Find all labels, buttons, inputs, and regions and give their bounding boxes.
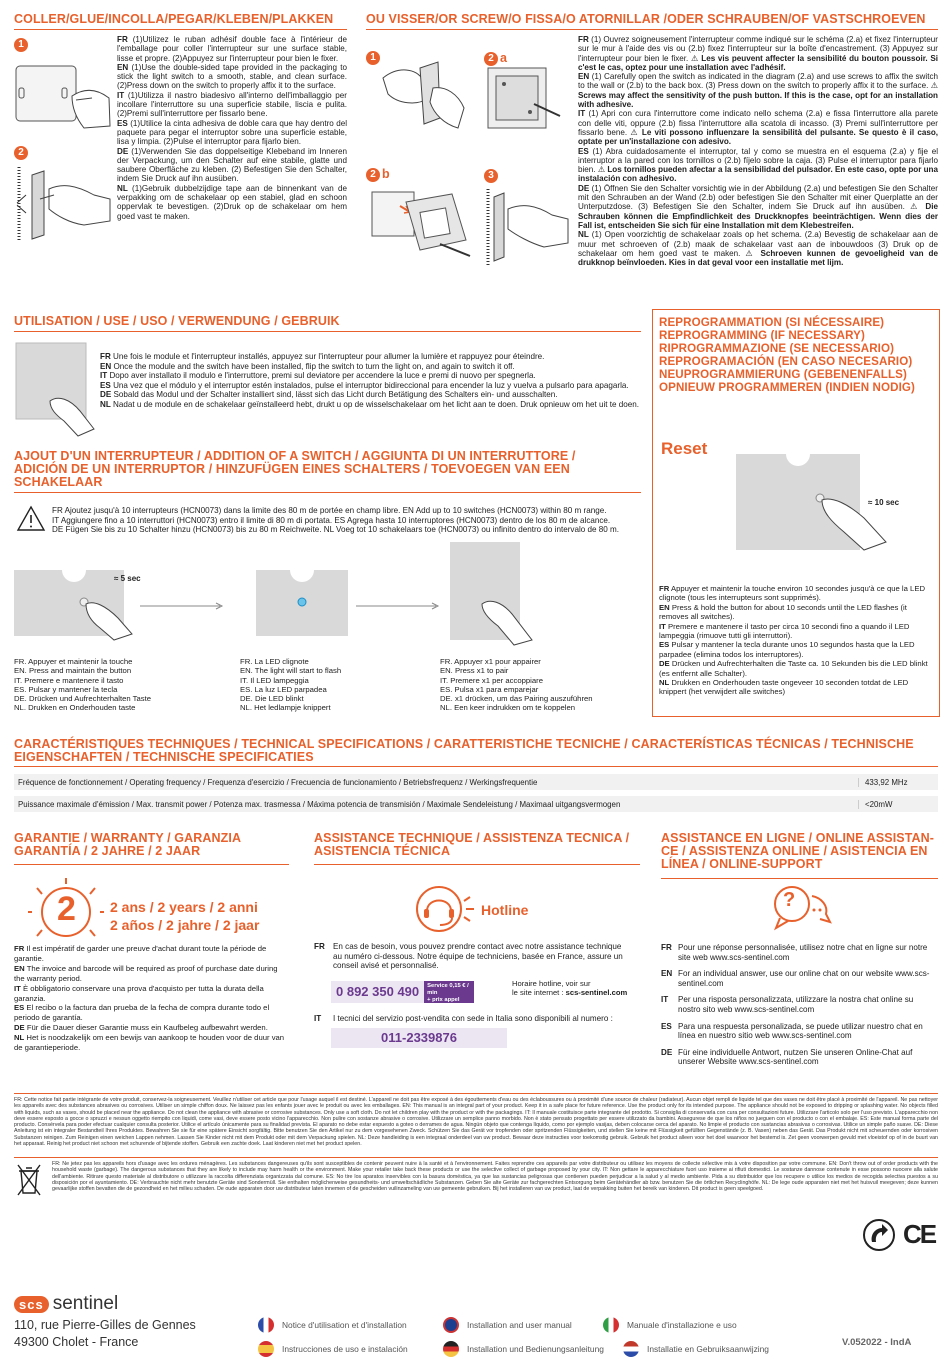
brand-logo-mark: scs (14, 1296, 49, 1313)
add-col1 (14, 657, 214, 713)
add-warning (52, 506, 642, 535)
specs-row (14, 774, 938, 790)
reprog-title-line: REPROGRAMMATION (SI NÉCESSAIRE) (659, 316, 885, 329)
add-col3-line: DE. x1 drücken, um das Pairing auszuführen (440, 694, 593, 704)
add-col1-line: EN. Press and maintain the button (14, 666, 132, 676)
triman-icon (862, 1218, 896, 1252)
arrow-right-icon (356, 602, 440, 610)
divider (14, 29, 347, 30)
assist-it-text: I tecnici del servizio post-vendita con sede in Italia sono disponibili al numero : (333, 1014, 613, 1023)
flag-fr-icon (258, 1317, 274, 1333)
warranty-text-it: È obbligatorio conservare una prova d'acquisto per tutta la durata della garanzia. (14, 983, 264, 1003)
hotline-hours-line: Horaire hotline, voir sur (512, 979, 591, 988)
specs-row (14, 796, 938, 812)
screw-step1-illustration (378, 58, 468, 133)
add-step2-illustration (256, 566, 348, 641)
online-title-line: LÍNEA / ONLINE-SUPPORT (661, 857, 823, 871)
warranty-text-de: Für die Dauer dieser Garantie muss ein Kaufbeleg aufbewahrt werden. (26, 1023, 268, 1033)
warranty-title-line: GARANTÍA / 2 JAHRE / 2 JAAR (14, 844, 201, 858)
divider (661, 878, 938, 879)
assist-title-line: ASSISTANCE TECHNIQUE / ASSISTENZA TECNICA / (314, 831, 630, 845)
service-rate (424, 981, 474, 1003)
hotline-label: Hotline (481, 902, 529, 918)
specs-table (14, 774, 938, 812)
warranty-text-en: The invoice and barcode will be required as proof of purchase date during the warranty period. (14, 963, 278, 983)
phone-number[interactable]: 0 892 350 490 (331, 981, 424, 1003)
add-warning-line: DE Fügen Sie bis zu 10 Schalter hinzu (HCN0073) bis zu 80 m Reichweite. NL Voeg tot 10 schakelaars toe (HCN0073) ou infinito dentro do intervalo de 80 m. (52, 525, 620, 534)
service-rate-line: Service 0,15 € / min (427, 983, 469, 996)
weee-bin-icon (16, 1163, 42, 1197)
specs-label: Fréquence de fonctionnement / Operating frequency / Frequenza d'esercizio / Frecuencia de funcionamiento / Betriebsfrequenz / Werkingsfrequentie (18, 777, 538, 787)
legal-notice: FR: Cette notice fait partie intégrante de votre produit, conservez-la soigneusement. Veuillez n'utiliser cet article que pour l'usage auquel il est destiné. L'appareil ne doit pas être exposé à des égouttements d'eau ou des éclaboussures ou à proximité d'une source de chaleur (radiateur). Aucun objet rempli de liquide tel que des vases ne doit être placé à proximité de l'appareil. Ne pas nettoyer les appareils avec des substances abrasives ou corrosives. Utiliser un simple chiffon doux. Ne laissez pas les enfants jouer avec le produit ou avec les emballages. EN: This manual is an integral part of your product. Keep it in a safe place for future reference. Use the product only for its intended purpose. The appliance should not be exposed to dripping or splashing water. No objects filled with liquids, such as vases, should be placed near the appliance. Do not clean the appliance with abrasive or corrosive substances. Only use a soft cloth. Do not let children play with the product or with the packagings. IT: Il manuale costituisce parte integrante del prodotto. Si consiglia di conservarla con cura per consultazioni future. Utilizzare l'articolo solo per l'uso previsto. L'apparecchio non deve essere esposto a gocce o spruzzi e nessun oggetto riempito con liquidi, come vasi, deve essere posto vicino l'apparecchio. Non pulire con sostanze abrasive o corrosive. Utilizzare un semplice panno morbido. Non è stato pensato progettato per essere utilizzato da bambini. Assegurese de que los niños no jueguen con el producto o con el embalaje. ES: Este manual forma parte del producto. Consérvela para poder efectuar cualquier consulta posterior. Utilice el artículo únicamente para su finalidad prevista. El aparato no debe estar expuesto a goteo o derrames de agua. Ningún objeto que contenga líquido, como por ejemplo vasijas, deben colocarse cerca del aparato. No limpie el producto con sustancias abrasivas o corrosivas. Utilice un simple paño suave. DE: Diese Anleitung ist ein integraler Bestandteil Ihres Produktes. Bewahren Sie sie für eine spätere Einsicht sorgfältig. Bitte benutzen Sie den Artikel nur zu dem vorgesehenen Zweck. Schützen Sie das Gerät vor tropfenden oder spritzenden Flüssigkeiten, und stellen Sie keine mit Flüssigkeit gefüllten Gegenstände (z. B. Vasen) neben das Gerät. Das Produkt nicht mit scheuernden oder korrosiven Substanzen reinigen. Zum Reinigen einen weichen Lappen nehmen. Lassen Sie Kinder nicht mit dem Produkt oder mit dem Verpackung spielen. NL: Deze handleiding is een integraal onderdeel van uw product. Bewaar deze instructies voor toekomstig gebruik. Gebruik het product alleen voor het doel waarvoor het bestemd is. Zet geen voorwerpen gevuld met vloeistof op of in de buurt van het apparaat. Reinig het product niet schoon met schurende of bijtende stoffen. Gebruik een zachte doek. Laat kinderen niet met het product spelen. (14, 1097, 938, 1148)
screw-text: FR (1) Ouvrez soigneusement l'interrupteur comme indiqué sur le schéma (2.a) et fixez l'interrupteur sur le mur à l'aide des vis ou (2.b) fixez l'interrupteur sur la boîte d'encastrement. (3) Appuyez sur l'interrupteur pour bien le fixer. ⚠ Les vis peuvent affecter la sensibilité du bouton poussoir. Si c'est le cas, optez pour une installation avec l'adhésif. EN (1) Carefully open the switch as indicated in the diagram (2.a) and use screws to affix the switch to the wall or (2.b) to the back box. (3) Press down on the switch to properly affix it to the surface. ⚠ Screws may affect the sensitivity of the push button. If this is the case, opt for an installation with adhesive. IT (1) Apri con cura l'interruttore come indicato nello schema (2.a) e fissa l'interruttore alla parete con delle viti, oppure (2.b) fissa l'interruttore alla scatola di incasso. (3) Premi sull'interruttore per fissarlo bene. ⚠ Le viti possono influenzare la sensibilità del pulsante. Se questo è il caso, optate per un'installazione con adesivo. ES (1) Abra cuidadosamente el interruptor, tal y como se muestra en el esquema (2.a) y fije el interruptor a la pared con los tornillos o (2.b) fíjelo sobre la caja. (3) Pulse el interruptor para fijarlo bien. ⚠ Los tornillos pueden afectar a la sensibilidad del pulsador. En este caso, opte por una instalación con adhesivo. DE (1) Öffnen Sie den Schalter vorsichtig wie in der Abbildung (2.a) und befestigen Sie den Schalter mit den Schrauben an der Wand (2.b) oder befestigen Sie den Schalter mit einer Querplatte an der Unterputzdose. (3) Befestigen Sie den Schalter, indem Sie Druck auf ihn ausüben. ⚠ Die Schrauben können die Empfindlichkeit des Druckknopfes beeinträchtigen. Wenn dies der Fall ist, entscheiden Sie sich für eine Installation mit dem Klebestreifen. NL (1) Open voorzichtig de schakelaar zoals op het schema. (2.a) Bevestig de schakelaar aan de muur met schroeven of (2.b) maak de schakelaar vast aan de inbouwdoos (3) Druk op de schakelaar om hem goed vast te maken. ⚠ Schroeven kunnen de gevoeligheid van de drukknop beïnvloeden. Kies in dat geval voor een installatie met lijm. (578, 35, 939, 268)
screw-text-it: (1) Apri con cura l'interruttore come indicato nello schema (2.a) e fissa l'interruttore alla parete con delle viti, oppure (2.b) fissa l'interruttore alla scatola di incasso. (3) Premi sull'interruttore per fissarlo bene. (578, 109, 938, 137)
add-title: AJOUT D'UN INTERRUPTEUR / ADDITION OF A SWITCH / AGGIUNTA DI UN INTERRUTTORE / ADICIÓN DE UN INTERRUPTOR / HINZUFÜGEN EINES SCHALTERS / TOEVOEGEN VAN EEN SCHAKELAAR (14, 449, 576, 489)
add-col2-line: ES. La luz LED parpadea (240, 684, 327, 694)
add-col1-line: IT. Premere e mantenere il tasto (14, 675, 124, 685)
lang-label: Instrucciones de uso e instalación (282, 1344, 408, 1354)
screw-text-es: (1) Abra cuidadosamente el interruptor, tal y como se muestra en el esquema (2.a) y fije el interruptor a la pared con los tornillos o (2.b) fíjelo sobre la caja. (3) Pulse el interruptor para fijarlo bien. (578, 146, 938, 175)
divider (314, 864, 640, 865)
screw-step2a-illustration (484, 64, 564, 132)
lang-item-es[interactable] (258, 1341, 443, 1357)
assist-fr (314, 942, 640, 971)
reprog-text-en: Press & hold the button for about 10 seconds until the LED flashes (it removes all switches). (659, 602, 907, 622)
address-line: 49300 Cholet - France (14, 1335, 139, 1349)
add-col3-line: NL. Een keer indrukken om te koppelen (440, 703, 576, 713)
online-text-de: Für eine individuelle Antwort, nutzen Sie unseren Online-Chat auf unserer Website www.scs-sentinel.com (678, 1047, 913, 1067)
assist-title-line: ASISTENCIA TÉCNICA (314, 844, 451, 858)
recycling-notice: FR: Ne jetez pas les appareils hors d'usage avec les ordures ménagères. Les substances dangereuses qu'ils sont susceptibles de contenir peuvent nuire à la santé et à l'environnement. Faites reprendre ces appareils par votre distributeur ou utilisez les moyens de collecte sélective mis à votre disposition par votre commune. EN: Don't throw out of order products with the household waste (garbage). The dangerous substances that they are likely to include may harm health or the environment. Make your retailer take back these products or use the selective collect of garbage proposed by your city. IT: Non gettare le apparecchiature fuori uso insieme ai rifiuti domestici. Le sostanze dannose contenute in esse possono nuocere alla salute dell'ambiente. Ritirare questo materiale al distributore o utilizzare la raccolta differenziata organizzata dal comune. ES: No tire los aparatos inservibles con la basura doméstica, ya que las sustancias peligrosas que contienen pueden perjudicar a la salud y al medio ambiente. Pida a su distribuidor que los recupere o utilice los medios de recogida selectiva puestos a su disposición por el ayuntamiento. DE: Verbrauchte nicht mehr benutzte Geräte sind Sondermüll. Sie enthalten möglicherweise gesundheits- und umweltschädliche Substanzen. Geben Sie alte Geräte zur fachgerechten Entsorgung beim Gerätehändler ab bzw. benutzen Sie die örtlichen Recyclinghöfe. NL: De lege oude apparaten niet met het huisvuil meegeven; deze kunnen gevaarlijke stoffen bevatten die de gezondheid en het milieu schaden. De oude apparaten door uw distributeur laten innemen of de gescheiden vuilinzameling van uw gemeente gebruiken. Bij het installeren van uw product, laat de verpakking buiten het bereik van kinderen. Dit product is geen speelgoed. (52, 1161, 938, 1193)
flag-de-icon (443, 1341, 459, 1357)
brand-name: sentinel (52, 1293, 119, 1314)
add-col1-line: ES. Pulsar y mantener la tecla (14, 684, 118, 694)
specs-title-line: EIGENSCHAFTEN / TECHNISCHE SPECIFICATIES (14, 750, 314, 764)
screw-step2a-badge: 2 a (484, 50, 507, 68)
divider (14, 1157, 938, 1158)
glue-text: FR (1)Utilizez le ruban adhésif double face à l'intérieur de l'emballage pour coller l'interrupteur sur une surface stable, lisse et propre. (2)Appuyez sur l'interrupteur pour bien le fixer. EN (1)Use the double-sided tape provided in the packaging to stick the light switch to a smooth, stable, and clean surface. (2)Press down on the switch to properly affix it to the surface. IT (1)Utilizza il nastro biadesivo all'interno dell'imballaggio per incollare l'interruttore su una superficie stabile, liscia e pulita. (2)Premi sull'interruttore per fissarlo bene. ES (1)Utilice la cinta adhesiva de doble cara que hay dentro del paquete para pegar el interruptor sobre una superficie estable, lisa y limpia. (2)Pulse el interruptor para fijarlo bien. DE (1)Verwenden Sie das doppelseitige Klebeband im Inneren der Verpackung, um den Schalter auf eine stabile, glatte und saubere Oberfläche zu kleben. (2) Befestigen Sie den Schalter, indem Sie Druck auf ihn ausüben. NL (1)Gebruik dubbelzijdige tape aan de binnenkant van de verpakking om de schakelaar op een stabiel, glad en schoon oppervlak te bevestigen. (2)Druk op de schakelaar om hem goed vast te maken. (117, 35, 348, 221)
phone-block (331, 981, 474, 1003)
service-rate-line: + prix appel (427, 997, 460, 1003)
screw-warning-it: ⚠ Le viti possono influenzare la sensibilità del pulsante. Se questo è il caso, optate per un'installazione con adesivo. (578, 127, 939, 147)
screw-step2b-illustration (370, 184, 482, 264)
use-text-it: Dopo aver installato il modulo e l'interruttore, premi sul deviatore per accendere la luce e premi di nuovo per spegnerla. (109, 371, 536, 381)
add-col1-line: FR. Appuyer et maintenir la touche (14, 657, 133, 666)
screw-step3-illustration (484, 185, 574, 267)
specs-label: Puissance maximale d'émission / Max. transmit power / Potenza max. trasmessa / Máxima potencia de transmisión / Maximale Sendeleistung / Maximaal uitgangsvermogen (18, 799, 621, 809)
screw-warning-nl: ⚠ Schroeven kunnen de gevoeligheid van de drukknop beïnvloeden. Kies in dat geval voor een installatie met lijm. (578, 248, 939, 268)
add-step3-illustration (448, 540, 538, 646)
lang-label: Notice d'utilisation et d'installation (282, 1320, 407, 1330)
chat-bubble-icon (770, 884, 832, 932)
language-list (258, 1315, 838, 1359)
screw-text-en: (1) Carefully open the switch as indicated in the diagram (2.a) and use screws to affix the switch to the wall or (2.b) to the back box. (3) Press down on the switch to properly affix it to the surface. (578, 72, 938, 91)
glue-title: COLLER/GLUE/INCOLLA/PEGAR/KLEBEN/PLAKKEN (14, 12, 334, 26)
hotline-hours-line: le site internet : (512, 988, 564, 997)
glue-text-fr: (1)Utilizez le ruban adhésif double face à l'intérieur de l'emballage pour coller l'interrupteur sur une surface stable, lisse et propre. (2)Appuyez sur l'interrupteur pour bien le fixer. (117, 35, 347, 63)
lang-item-fr[interactable] (258, 1317, 443, 1333)
divider (14, 492, 641, 493)
add-warning-line: IT Aggiungere fino a 10 interruttori (HCN0073) entro il limite di 80 m di portata. ES Agrega hasta 10 interruptores (HCN0073) dentro de los 80 m de alcance. (52, 515, 611, 525)
lang-item-nl[interactable] (623, 1341, 793, 1357)
add-col2-line: EN. The light will start to flash (240, 666, 342, 676)
warranty-number: 2 (57, 890, 76, 928)
warranty-text-es: El recibo o la factura dan prueba de la fecha de compra durante todo el periodo de garantía. (14, 1003, 270, 1023)
reprog-text: FR Appuyer et maintenir la touche environ 10 secondes jusqu'à ce que la LED clignote (tous les interrupteurs sont supprimés). EN Press & hold the button for about 10 seconds until the LED flashes (it removes all switches). IT Premere e mantenere il tasto per circa 10 secondi fino a quando il LED lampeggia (rimuove tutti gli interruttori). ES Pulsar y mantener la tecla durante unos 10 segundos hasta que la LED parpadee (elimina todos los interruptores). DE Drücken und Aufrechterhalten die Taste ca. 10 Sekunden bis die LED blinkt (es entfernt alle Schalter). NL Drukken en Onderhouden taste ongeveer 10 seconden totdat de LED knippert (het verwijdert alle switches) (659, 584, 928, 697)
screw-step2b-badge: 2 b (366, 166, 390, 184)
step-number: 1 (14, 38, 28, 52)
reprog-text-nl: Drukken en Onderhouden taste ongeveer 10 seconden totdat de LED knippert (het verwijdert alle switches) (659, 678, 909, 697)
lang-item-en[interactable] (443, 1317, 603, 1333)
it-phone-number[interactable]: 011-2339876 (331, 1028, 507, 1048)
brand-logo (14, 1293, 118, 1315)
arrow-right-icon (140, 602, 224, 610)
version-label: V.052022 - IndA (842, 1337, 912, 1348)
warranty-years-line: 2 ans / 2 years / 2 anni (110, 899, 258, 915)
screw-text-fr: (1) Ouvrez soigneusement l'interrupteur comme indiqué sur le schéma (2.a) et fixez l'interrupteur sur le mur à l'aide des vis ou (2.b) fixez l'interrupteur sur la boîte d'encastrement. (3) Appuyez sur l'interrupteur pour bien le fixer. (578, 35, 938, 63)
reprog-title-line: NEUPROGRAMMIERUNG (GEBENENFALLS) (659, 368, 907, 381)
warranty-years (110, 898, 259, 934)
lang-label: Installation und Bedienungsanleitung (467, 1344, 604, 1354)
online-text-en: For an individual answer, use our online chat on our website www.scs-sentinel.com (678, 969, 930, 988)
lang-label: Installation and user manual (467, 1320, 572, 1330)
warranty-title (14, 832, 241, 858)
use-text-en: Once the module and the switch have been installed, flip the switch to turn the light on, and again to switch it off. (113, 361, 515, 371)
glue-step1-illustration (14, 58, 114, 133)
add-col2-line: IT. Il LED lampeggia (240, 675, 309, 685)
add-col3-line: EN. Press x1 to pair (440, 666, 509, 676)
online-text-it: Per una risposta personalizzata, utilizzare la nostra chat online su nostro sito web www.scs-sentinel.com (678, 995, 914, 1014)
add-col2-line: NL. Het ledlampje knippert (240, 703, 331, 713)
reset-label: Reset (661, 439, 708, 458)
warranty-text: FR Il est impératif de garder une preuve d'achat durant toute la période de garantie. EN The invoice and barcode will be required as proof of purchase date during the warranty period. IT È obbligatorio conservare una prova d'acquisto per tutta la durata della garanzia. ES El recibo o la factura dan prueba de la fecha de compra durante todo el periodo de garantía. DE Für die Dauer dieser Garantie muss ein Kaufbeleg aufbewahrt werden. NL Het is noodzakelijk om een bewijs van aankoop te houden voor de duur van de garantieperiode. (14, 944, 285, 1053)
lang-item-it[interactable] (603, 1317, 783, 1333)
lang-label: Manuale d'installazione e uso (627, 1320, 737, 1330)
reprog-text-fr: Appuyer et maintenir la touche environ 10 secondes jusqu'à ce que la LED clignote (tous les interrupteurs sont supprimés). (659, 584, 926, 603)
divider (14, 864, 289, 865)
specs-value: <20mW (858, 800, 938, 809)
use-text-fr: Une fois le module et l'interrupteur installés, appuyez sur l'interrupteur pour allumer la lumière et rappuyez pour éteindre. (113, 352, 545, 361)
address-line: 110, rue Pierre-Gilles de Gennes (14, 1318, 196, 1332)
add-col3-line: IT. Premere x1 per accoppiare (440, 675, 543, 685)
flag-it-icon (603, 1317, 619, 1333)
online-title-line: ASSISTANCE EN LIGNE / ONLINE ASSISTAN- (661, 831, 935, 845)
ce-mark: CE (903, 1219, 936, 1249)
warranty-years-line: 2 años / 2 jahre / 2 jaar (110, 917, 260, 933)
reprog-text-de: Drücken und Aufrechterhalten die Taste ca. 10 Sekunden bis die LED blinkt (es entfernt alle Schalter). (659, 659, 928, 678)
lang-label: Installatie en Gebruiksaanwijzing (647, 1344, 769, 1354)
reprog-title-line: REPROGRAMACIÓN (EN CASO NECESARIO) (659, 355, 913, 368)
online-text: FR Pour une réponse personnalisée, utilisez notre chat en ligne sur notre site web www.scs-sentinel.com EN For an individual answer, use our online chat on our website www.scs-sentinel.com IT Per una risposta personalizzata, utilizzare la nostra chat online su nostro sito web www.scs-sentinel.com ES Para una respuesta personalizada, se puede utilizar nuestro chat en línea en nuestro sitio web www.scs-sentinel.com DE Für eine individuelle Antwort, nutzen Sie unseren Online-Chat auf unserer Website www.scs-sentinel.com (661, 943, 938, 1067)
specs-value: 433,92 MHz (858, 778, 938, 787)
add-col2 (240, 657, 430, 713)
glue-text-nl: (1)Gebruik dubbelzijdige tape aan de binnenkant van de verpakking om de schakelaar op een stabiel, glad en schoon oppervlak te bevestigen. (2)Druk op de schakelaar om hem goed vast te maken. (117, 183, 348, 221)
assist-it (314, 1014, 640, 1024)
lang-item-de[interactable] (443, 1341, 623, 1357)
online-title (661, 832, 934, 871)
step-number: 1 (366, 51, 380, 65)
add-warning-line: FR Ajoutez jusqu'à 10 interrupteurs (HCN0073) dans la limite des 80 m de portée en champ libre. EN Add up to 10 switches (HCN0073) within 80 m range. (52, 506, 607, 515)
add-col3-line: FR. Appuyer x1 pour appairer (440, 657, 541, 666)
add-col2-line: FR. La LED clignote (240, 657, 309, 666)
add-hold-time: ≈ 5 sec (114, 574, 141, 583)
assist-fr-lang: FR (314, 942, 325, 951)
flag-es-icon (258, 1341, 274, 1357)
screw-title: OU VISSER/OR SCREW/O FISSA/O ATORNILLAR /ODER SCHRAUBEN/OF VASTSCHROEVEN (366, 12, 926, 26)
screw-text-de: (1) Öffnen Sie den Schalter vorsichtig wie in der Abbildung (2.a) und befestigen Sie den Schalter mit den Schrauben an der Wand (2.b) oder befestigen Sie den Schalter mit einer Querplatte an der Unterputzdose. (3) Befestigen Sie den Schalter, indem Sie Druck auf ihn ausüben. (578, 183, 938, 212)
warranty-title-line: GARANTIE / WARRANTY / GARANZIA (14, 831, 242, 845)
use-text-es: Una vez que el módulo y el interruptor estén instalados, pulse el interruptor bidireccional para encender la luz y vuelva a pulsarlo para apagarla. (113, 380, 629, 390)
divider (14, 331, 641, 332)
use-title: UTILISATION / USE / USO / VERWENDUNG / GEBRUIK (14, 314, 340, 328)
add-col3 (440, 657, 645, 713)
step-number: 3 (484, 169, 498, 183)
assist-fr-text: En cas de besoin, vous pouvez prendre contact avec notre assistance technique au numéro ci-dessous. Notre équipe de techniciens, basée en France, assure un conseil avisé et personnalisé. (333, 942, 623, 971)
add-col2-line: DE. Die LED blinkt (240, 694, 304, 704)
use-text-nl: Nadat u de module en de schakelaar geïnstalleerd hebt, drukt u op de wisselschakelaar om het licht aan te doen. Druk opnieuw om het uit te doen. (113, 399, 640, 409)
screw-warning-de: ⚠ Die Schrauben können die Empfindlichkeit des Druckknopfes beeinträchtigen. Wenn dies der Fall ist, entscheiden Sie sich für eine Installation mit dem Klebestreifen. (578, 202, 939, 230)
chat-question-mark: ? (783, 889, 796, 911)
online-title-line: CE / ASSISTENZA ONLINE / ASISTENCIA EN (661, 844, 928, 858)
online-text-es: Para una respuesta personalizada, se puede utilizar nuestro chat en línea en nuestro sitio web www.scs-sentinel.com (678, 1021, 923, 1041)
reprog-title (659, 316, 939, 394)
add-col1-line: NL. Drukken en Onderhouden taste (14, 703, 136, 713)
headset-icon (414, 881, 476, 937)
screw-warning-es: ⚠ Los tornillos pueden afectar a la sensibilidad del pulsador. En este caso, opte por una instalación con adhesivo. (578, 165, 939, 184)
divider (14, 766, 938, 767)
use-text-de: Sobald das Modul und der Schalter installiert sind, lässt sich das Licht durch Betätigung des Schalters ein- und ausschalten. (113, 390, 558, 400)
specs-title-line: CARACTÉRISTIQUES TECHNIQUES / TECHNICAL SPECIFICATIONS / CARATTERISTICHE TECNICHE / CARACTERÍSTICAS TÉCNICAS / TECHNISCHE (14, 737, 914, 751)
divider (366, 29, 938, 30)
divider (14, 1093, 938, 1094)
add-col1-line: DE. Drücken und Aufrechterhalten Taste (14, 694, 152, 704)
step-number: 2 (14, 146, 28, 160)
use-text: FR Une fois le module et l'interrupteur installés, appuyez sur l'interrupteur pour allumer la lumière et rappuyez pour éteindre. EN Once the module and the switch have been installed, flip the switch to turn the light on, and again to switch it off. IT Dopo aver installato il modulo e l'interruttore, premi sul deviatore per accendere la luce e premi di nuovo per spegnerla. ES Una vez que el módulo y el interruptor estén instalados, pulse el interruptor bidireccional para encender la luz y vuelva a pulsarlo para apagarla. DE Sobald das Modul und der Schalter installiert sind, lässt sich das Licht durch Betätigung des Schalters ein- und ausschalten. NL Nadat u de module en de schakelaar geïnstalleerd hebt, drukt u op de wisselschakelaar om het licht aan te doen. Druk opnieuw om het uit te doen. (100, 352, 640, 409)
reprog-title-line: RIPROGRAMMAZIONE (SE NECESSARIO) (659, 342, 895, 355)
hotline-site-link[interactable]: scs-sentinel.com (565, 988, 628, 997)
reprog-title-line: OPNIEUW PROGRAMMEREN (INDIEN NODIG) (659, 381, 915, 394)
warning-icon (16, 505, 46, 532)
glue-text-de: (1)Verwenden Sie das doppelseitige Klebeband im Inneren der Verpackung, um den Schalter auf eine stabile, glatte und saubere Oberfläche zu kleben. (2) Befestigen Sie den Schalter, indem Sie Druck auf ihn ausüben. (117, 146, 347, 184)
reprog-title-line: REPROGRAMMING (IF NECESSARY) (659, 329, 865, 342)
glue-text-en: (1)Use the double-sided tape provided in the packaging to stick the light switch to a smooth, stable, and clean surface. (2)Press down on the switch to properly affix it to the surface. (117, 62, 347, 91)
use-illustration (14, 341, 98, 437)
glue-step2-illustration (14, 165, 114, 245)
assist-title (314, 832, 629, 858)
hotline-hours (512, 979, 627, 997)
assist-it-lang: IT (314, 1014, 322, 1023)
online-text-fr: Pour une réponse personnalisée, utilisez notre chat en ligne sur notre site web www.scs-sentinel.com (678, 943, 928, 962)
brand-address (14, 1317, 196, 1351)
warranty-text-nl: Het is noodzakelijk om een bewijs van aankoop te houden voor de duur van de garantieperiode. (14, 1033, 285, 1053)
specs-title (14, 738, 940, 764)
glue-text-it: (1)Utilizza il nastro biadesivo all'interno dell'imballaggio per incollare l'interruttore su una superficie stabile, liscia e pulita. (2)Premi sull'interruttore per fissarlo bene. (117, 90, 347, 119)
add-col3-line: ES. Pulsa x1 para emparejar (440, 684, 539, 694)
glue-text-es: (1)Utilice la cinta adhesiva de doble cara que hay dentro del paquete para pegar el interruptor sobre una superficie estable, lisa y limpia. (2)Pulse el interruptor para fijarlo bien. (117, 118, 347, 147)
reprog-hold-time: ≈ 10 sec (868, 498, 900, 507)
warranty-text-fr: Il est impératif de garder une preuve d'achat durant toute la période de garantie. (14, 944, 267, 963)
reprog-text-es: Pulsar y mantener la tecla durante unos 10 segundos hasta que la LED parpadee (elimina todos los interruptores). (659, 640, 915, 659)
screw-warning-fr: ⚠ Les vis peuvent affecter la sensibilité du bouton poussoir. Si c'est le cas, optez pour une installation avec l'adhésif. (578, 53, 938, 72)
reprog-text-it: Premere e mantenere il tasto per circa 10 secondi fino a quando il LED lampeggia (rimuove tutti gli interruttori). (659, 621, 910, 641)
screw-warning-en: ⚠ Screws may affect the sensitivity of the push button. If this is the case, opt for an installation with adhesive. (578, 81, 939, 110)
screw-text-nl: (1) Open voorzichtig de schakelaar zoals op het schema. (2.a) Bevestig de schakelaar aan de muur met schroeven of (2.b) maak de schakelaar vast aan de inbouwdoos (3) Druk op de schakelaar om hem goed vast te maken. (578, 230, 939, 258)
flag-nl-icon (623, 1341, 639, 1357)
flag-uk-icon (443, 1317, 459, 1333)
